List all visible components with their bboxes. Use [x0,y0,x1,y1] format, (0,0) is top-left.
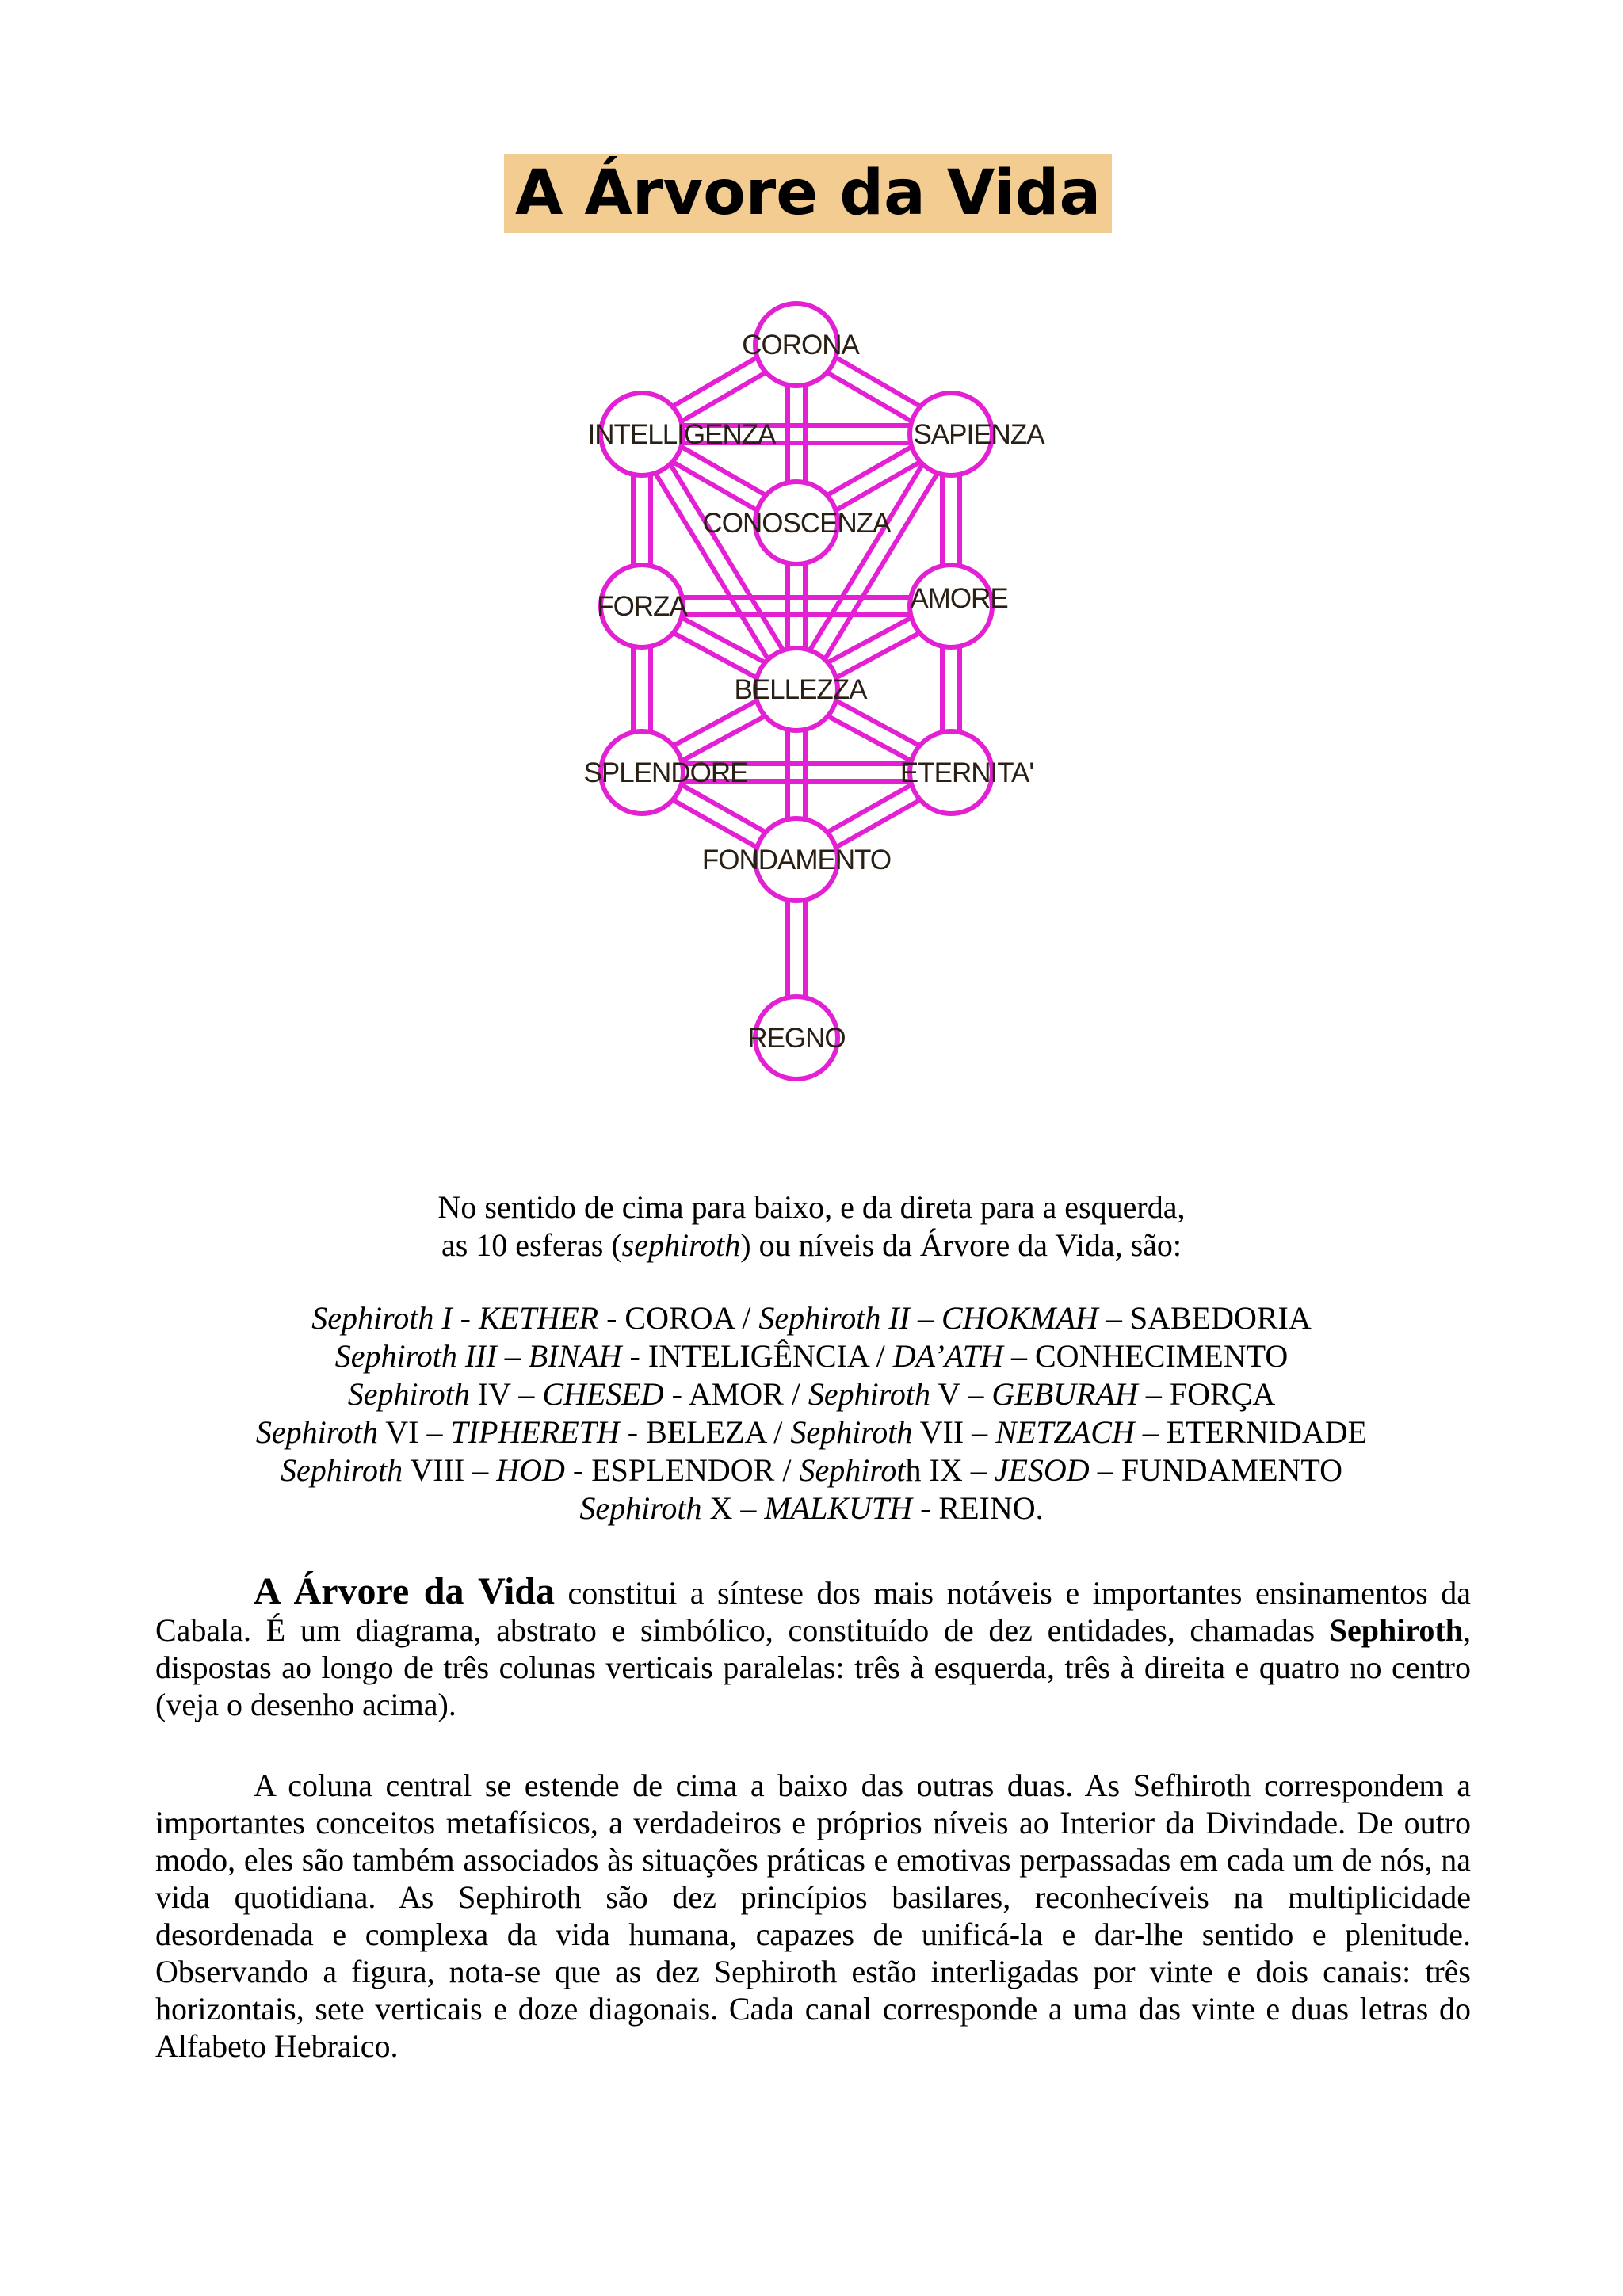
seph-text: TIPHERETH [450,1414,620,1450]
paragraph-1 [155,1570,1471,1723]
seph-text: Sephiroth II – CHOKMAH [758,1300,1098,1336]
seph-text: – FUNDAMENTO [1089,1452,1342,1488]
paragraph-1-text-b: , dispostas ao longo de três colunas verticais paralelas: três à esquerda, três à direita e quatro no centro (veja o desenho acima). [155,1612,1471,1722]
seph-text: VII – [912,1414,996,1450]
intro-line-2 [143,1226,1480,1264]
seph-text: CHESED [542,1376,664,1412]
page-title: A Árvore da Vida [504,154,1112,233]
seph-text: - REINO. [912,1490,1044,1526]
seph-text: h IX – [905,1452,995,1488]
label-regno: REGNO [747,1023,846,1054]
paragraph-2 [155,1767,1471,2065]
label-forza: FORZA [597,591,687,622]
seph-text: – CONHECIMENTO [1002,1338,1289,1374]
sephiroth-line-6 [143,1489,1480,1527]
seph-text: - AMOR / [663,1376,808,1412]
seph-text: Sephiroth [579,1490,702,1526]
intro-text-c: ) ou níveis da Árvore da Vida, são: [740,1227,1182,1263]
intro-text [143,1188,1480,1264]
paragraph-1-text-a: constitui a síntese dos mais notáveis e importantes ensinamentos da Cabala. É um diagrama, abstrato e simbólico, constituído de dez entidades, chamadas [155,1575,1471,1648]
label-bellezza: BELLEZZA [734,674,867,705]
seph-text: - ESPLENDOR / [564,1452,800,1488]
sephiroth-line-5 [143,1451,1480,1489]
seph-text: DA’ATH [892,1338,1003,1374]
seph-text: - BELEZA / [619,1414,791,1450]
seph-text: VI – [377,1414,451,1450]
seph-text: Sephiroth [255,1414,378,1450]
seph-text: HOD [496,1452,565,1488]
seph-text: – ETERNIDADE [1134,1414,1368,1450]
paragraph-1-bold: Sephiroth [1329,1612,1463,1648]
seph-text: Sephiroth III – BINAH [334,1338,622,1374]
seph-text: - INTELIGÊNCIA / [621,1338,893,1374]
label-fondamento: FONDAMENTO [701,845,892,875]
seph-text: GEBURAH [991,1376,1138,1412]
intro-line-1: No sentido de cima para baixo, e da direta para a esquerda, [437,1189,1186,1225]
label-corona: CORONA [742,330,859,360]
seph-text: Sephiroth [790,1414,913,1450]
sephiroth-line-3 [143,1375,1480,1413]
seph-text: JESOD [994,1452,1090,1488]
seph-text: X – [701,1490,765,1526]
seph-text: VIII – [403,1452,497,1488]
seph-text: IV – [469,1376,543,1412]
tree-of-life-diagram [555,301,1078,1109]
seph-text: – SABEDORIA [1098,1300,1312,1336]
seph-text: NETZACH [995,1414,1135,1450]
seph-text: Sephirot [799,1452,906,1488]
paragraph-2-text: A coluna central se estende de cima a baixo das outras duas. As Sefhiroth correspondem a importantes conceitos metafísicos, a verdadeiros e próprios níveis ao Interior da Divindade. De outro modo, eles são também associados às situações práticas e emotivas perpassadas em cada um de nós, na vida quotidiana. As Sephiroth são dez princípios basilares, reconhecíveis na multiplicidade desordenada e complexa da vida humana, capazes de unificá-la e dar-lhe sentido e plenitude. Observando a figura, nota-se que as dez Sephiroth estão interligadas por vinte e dois canais: três horizontais, sete verticais e doze diagonais. Cada canal corresponde a uma das vinte e duas letras do Alfabeto Hebraico. [155,1768,1471,2064]
seph-text: Sephiroth I - KETHER [311,1300,599,1336]
seph-text: – FORÇA [1137,1376,1276,1412]
seph-text: V – [930,1376,992,1412]
label-splendore: SPLENDORE [583,757,748,788]
seph-text: - COROA / [598,1300,759,1336]
seph-text: Sephiroth [347,1376,470,1412]
intro-text-b: sephiroth [621,1227,741,1263]
seph-text: MALKUTH [764,1490,913,1526]
sephiroth-line-1 [143,1299,1480,1337]
label-sapienza: SAPIENZA [913,419,1044,450]
sephiroth-line-2 [143,1337,1480,1375]
label-amore: AMORE [910,583,1008,614]
seph-text: Sephiroth [281,1452,403,1488]
paragraph-1-lead: A Árvore da Vida [254,1570,555,1612]
sephiroth-list [143,1299,1480,1527]
intro-text-a: as 10 esferas ( [441,1227,622,1263]
label-conoscenza: CONOSCENZA [702,508,891,539]
sephiroth-line-4 [143,1413,1480,1451]
seph-text: Sephiroth [808,1376,930,1412]
label-intelligenza: INTELLIGENZA [587,419,776,450]
label-eternita: ETERNITA' [899,757,1034,788]
